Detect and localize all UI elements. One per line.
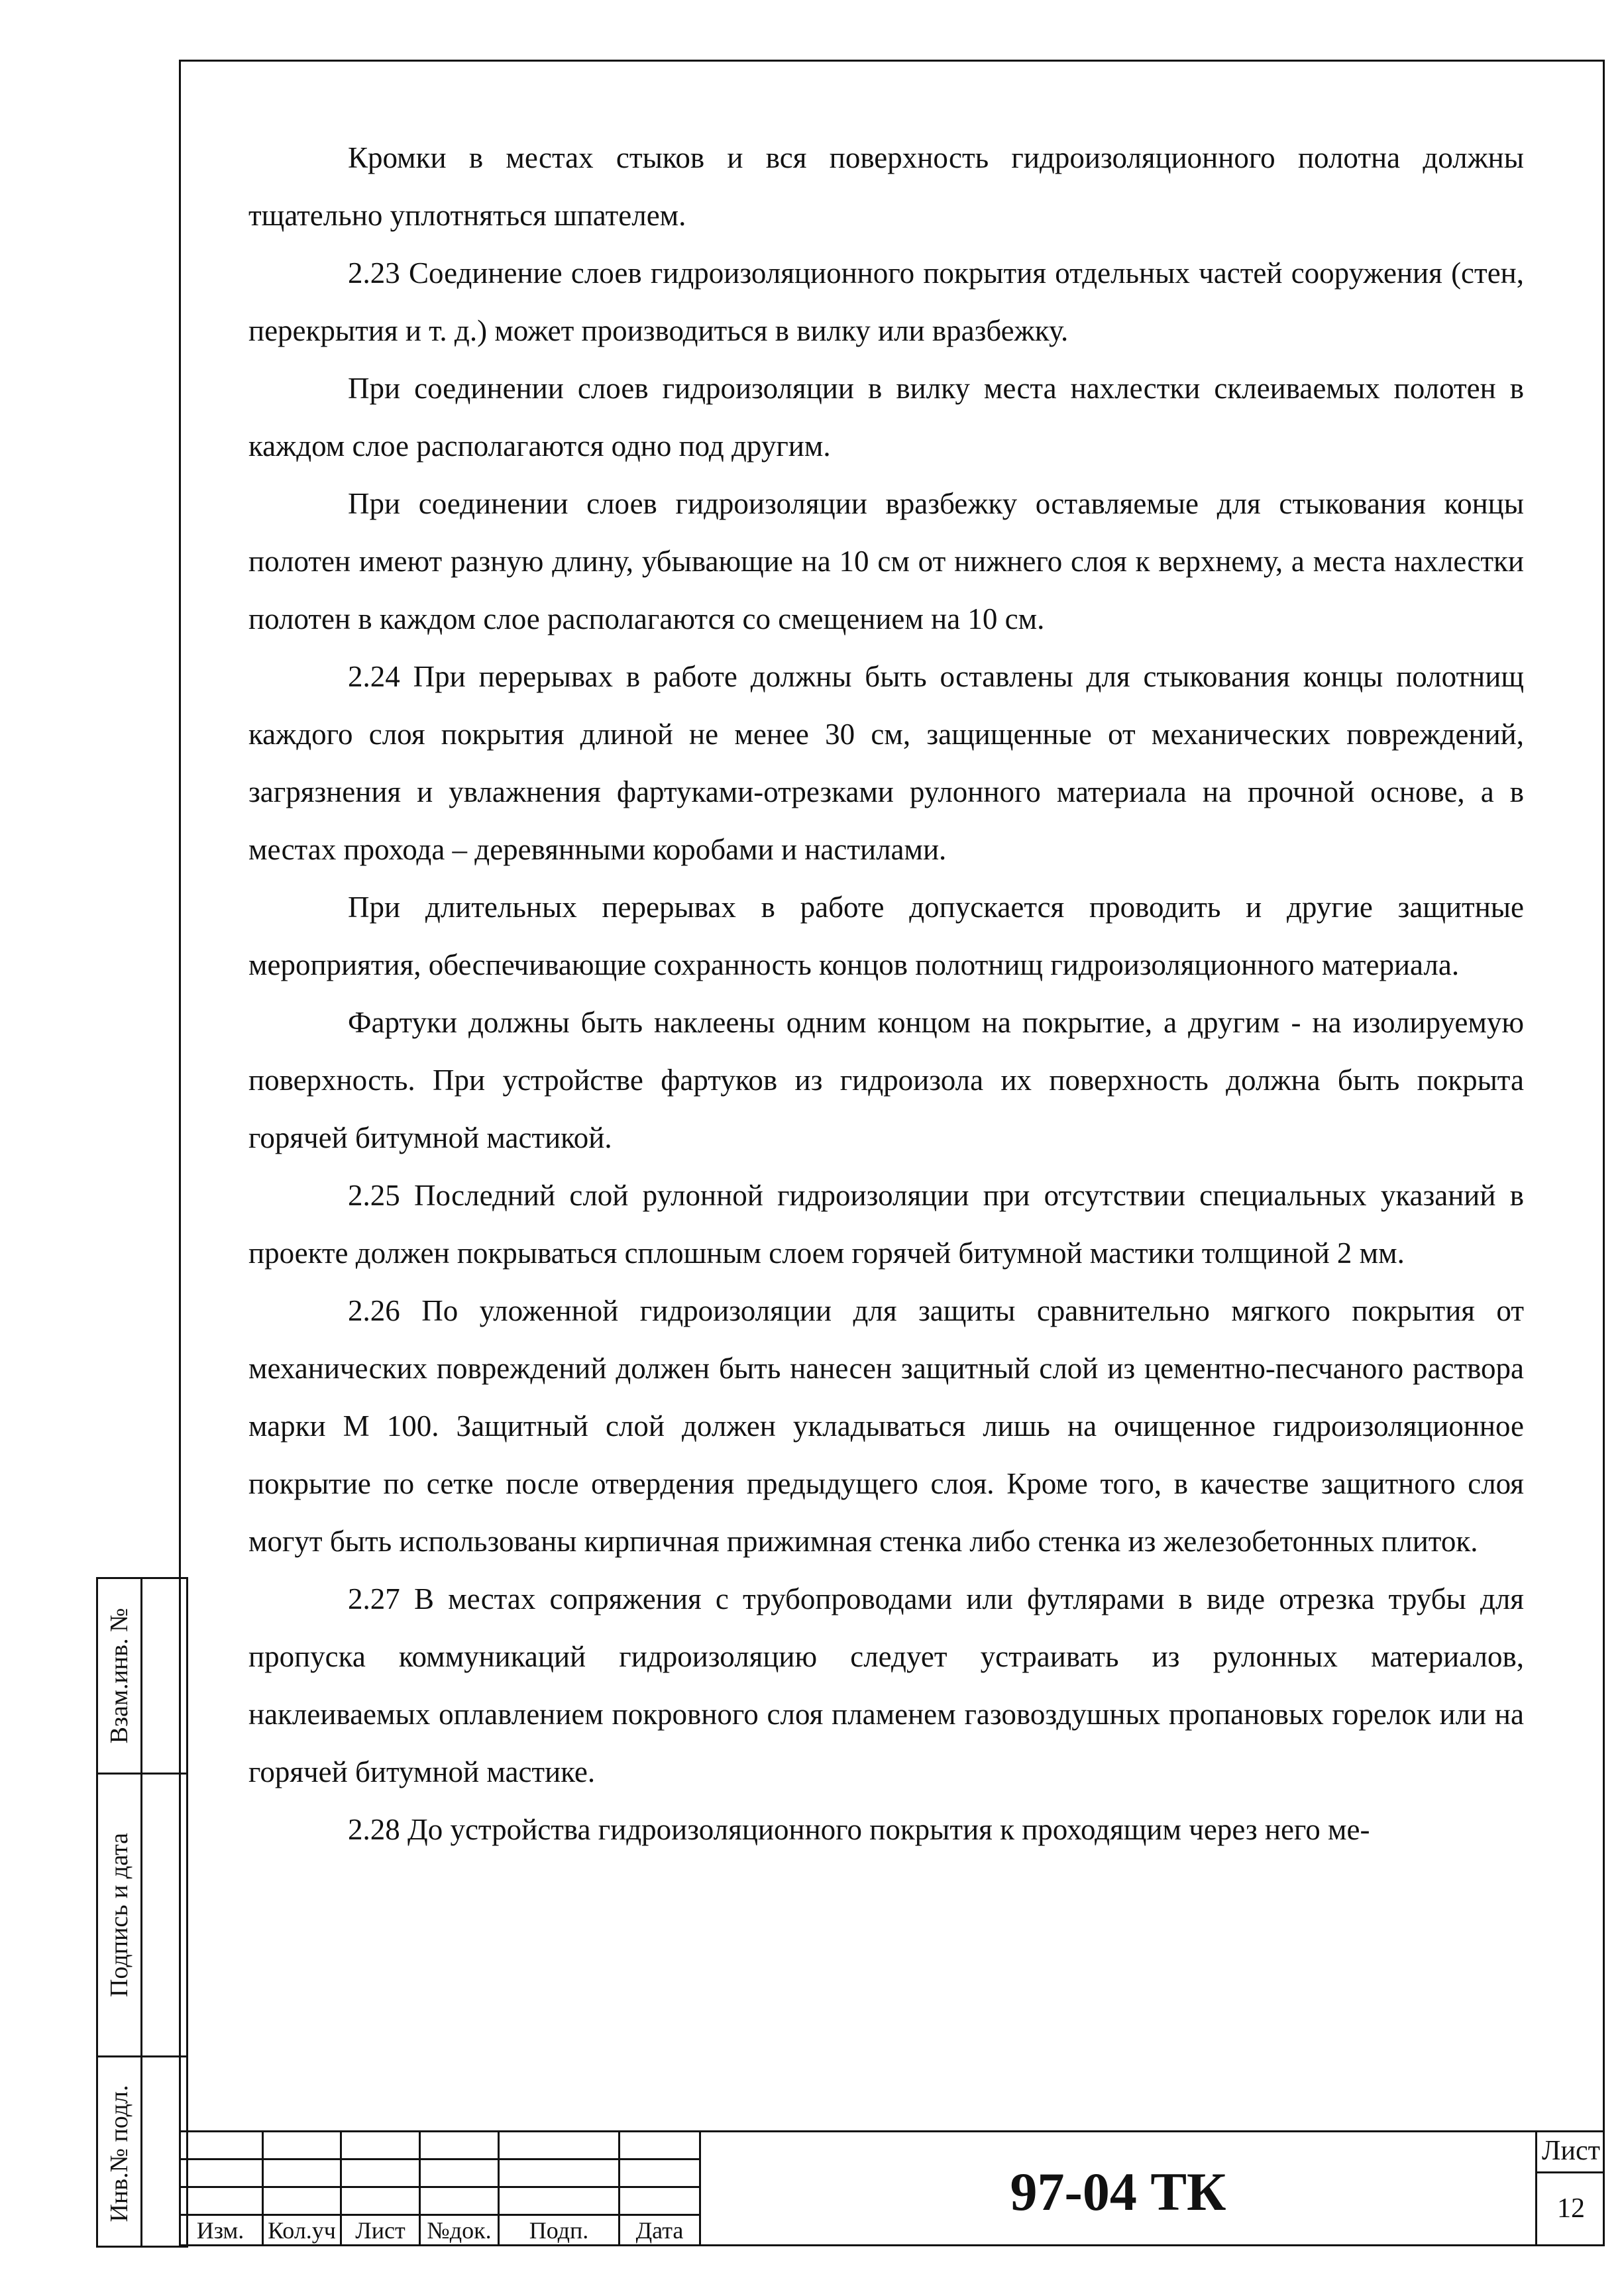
paragraph: 2.25 Последний слой рулонной гидроизоляции при отсутствии специальных указаний в проекте должен покрываться сплошным слоем горячей битумной мастики толщиной 2 мм. bbox=[248, 1179, 1524, 1270]
side-cell-podpis bbox=[98, 1773, 140, 2055]
side-stamp-label-column bbox=[96, 1577, 142, 2248]
side-label-vzam: Взам.инв. № bbox=[105, 1608, 133, 1744]
paragraph: 2.24 При перерывах в работе должны быть оставлены для стыкования концы полотнищ каждого слоя покрытия длиной не менее 30 см, защищенные от механических повреждений, загрязнения и увлажнения фартуками-отрезками рулонного материала на прочной основе, а в местах прохода – деревянными коробами и настилами. bbox=[248, 660, 1524, 866]
paragraph: 2.26 По уложенной гидроизоляции для защиты сравнительно мягкого покрытия от механических повреждений должен быть нанесен защитный слой из цементно-песчаного раствора марки М 100. Защитный слой должен укладываться лишь на очищенное гидроизоляционное покрытие по сетке после отвердения предыдущего слоя. Кроме того, в качестве защитного слоя могут быть использованы кирпичная прижимная стенка либо стенка из железобетонных плиток. bbox=[248, 1294, 1524, 1558]
paragraph: 2.28 До устройства гидроизоляционного покрытия к проходящим через него ме- bbox=[348, 1813, 1370, 1846]
side-label-podpis: Подпись и дата bbox=[105, 1832, 133, 1998]
sheet-label: Лист bbox=[1542, 2136, 1600, 2166]
paragraph: При длительных перерывах в работе допускается проводить и другие защитные мероприятия, обеспечивающие сохранность концов полотнищ гидроизоляционного материала. bbox=[248, 891, 1524, 981]
side-label-inv: Инв.№ подл. bbox=[105, 2085, 133, 2222]
header-podp: Подп. bbox=[529, 2217, 589, 2244]
title-block-col-line bbox=[699, 2130, 701, 2246]
title-block bbox=[179, 2130, 1605, 2246]
title-block-row-line bbox=[179, 2186, 699, 2188]
side-cell-vzam bbox=[98, 1579, 140, 1773]
header-kol-uch: Кол.уч bbox=[268, 2217, 336, 2244]
paragraph: При соединении слоев гидроизоляции в вилку места нахлестки склеиваемых полотен в каждом слое располагаются одно под другим. bbox=[248, 372, 1524, 463]
header-ndok: №док. bbox=[427, 2217, 492, 2244]
side-cell-podpis-value bbox=[142, 1773, 186, 2055]
header-izm: Изм. bbox=[196, 2217, 244, 2244]
body-text bbox=[248, 129, 1524, 1859]
paragraph: Кромки в местах стыков и вся поверхность гидроизоляционного полотна должны тщательно уплотняться шпателем. bbox=[248, 141, 1524, 232]
paragraph: Фартуки должны быть наклеены одним концом на покрытие, а другим - на изолируемую поверхность. При устройстве фартуков из гидроизола их поверхность должна быть покрыта горячей битумной мастикой. bbox=[248, 1006, 1524, 1154]
document-code: 97-04 ТК bbox=[1010, 2161, 1226, 2222]
paragraph: При соединении слоев гидроизоляции вразбежку оставляемые для стыкования концы полотен имеют разную длину, убывающие на 10 см от нижнего слоя к верхнему, а места нахлестки полотен в каждом слое располагаются со смещением на 10 см. bbox=[248, 487, 1524, 635]
header-list: Лист bbox=[355, 2217, 406, 2244]
header-data: Дата bbox=[635, 2217, 684, 2244]
title-block-row-line bbox=[179, 2158, 699, 2160]
side-cell-inv bbox=[98, 2055, 140, 2250]
paragraph: 2.23 Соединение слоев гидроизоляционного покрытия отдельных частей сооружения (стен, перекрытия и т. д.) может производиться в вилку или вразбежку. bbox=[248, 256, 1524, 347]
sheet-number: 12 bbox=[1557, 2193, 1585, 2224]
paragraph: 2.27 В местах сопряжения с трубопроводами или футлярами в виде отрезка трубы для пропуска коммуникаций гидроизоляцию следует устраивать из рулонных материалов, наклеиваемых оплавлением покровного слоя пламенем газовоздушных пропановых горелок или на горячей битумной мастике. bbox=[248, 1582, 1524, 1788]
side-stamp bbox=[96, 1577, 188, 2248]
title-block-top-line bbox=[179, 2130, 1605, 2132]
